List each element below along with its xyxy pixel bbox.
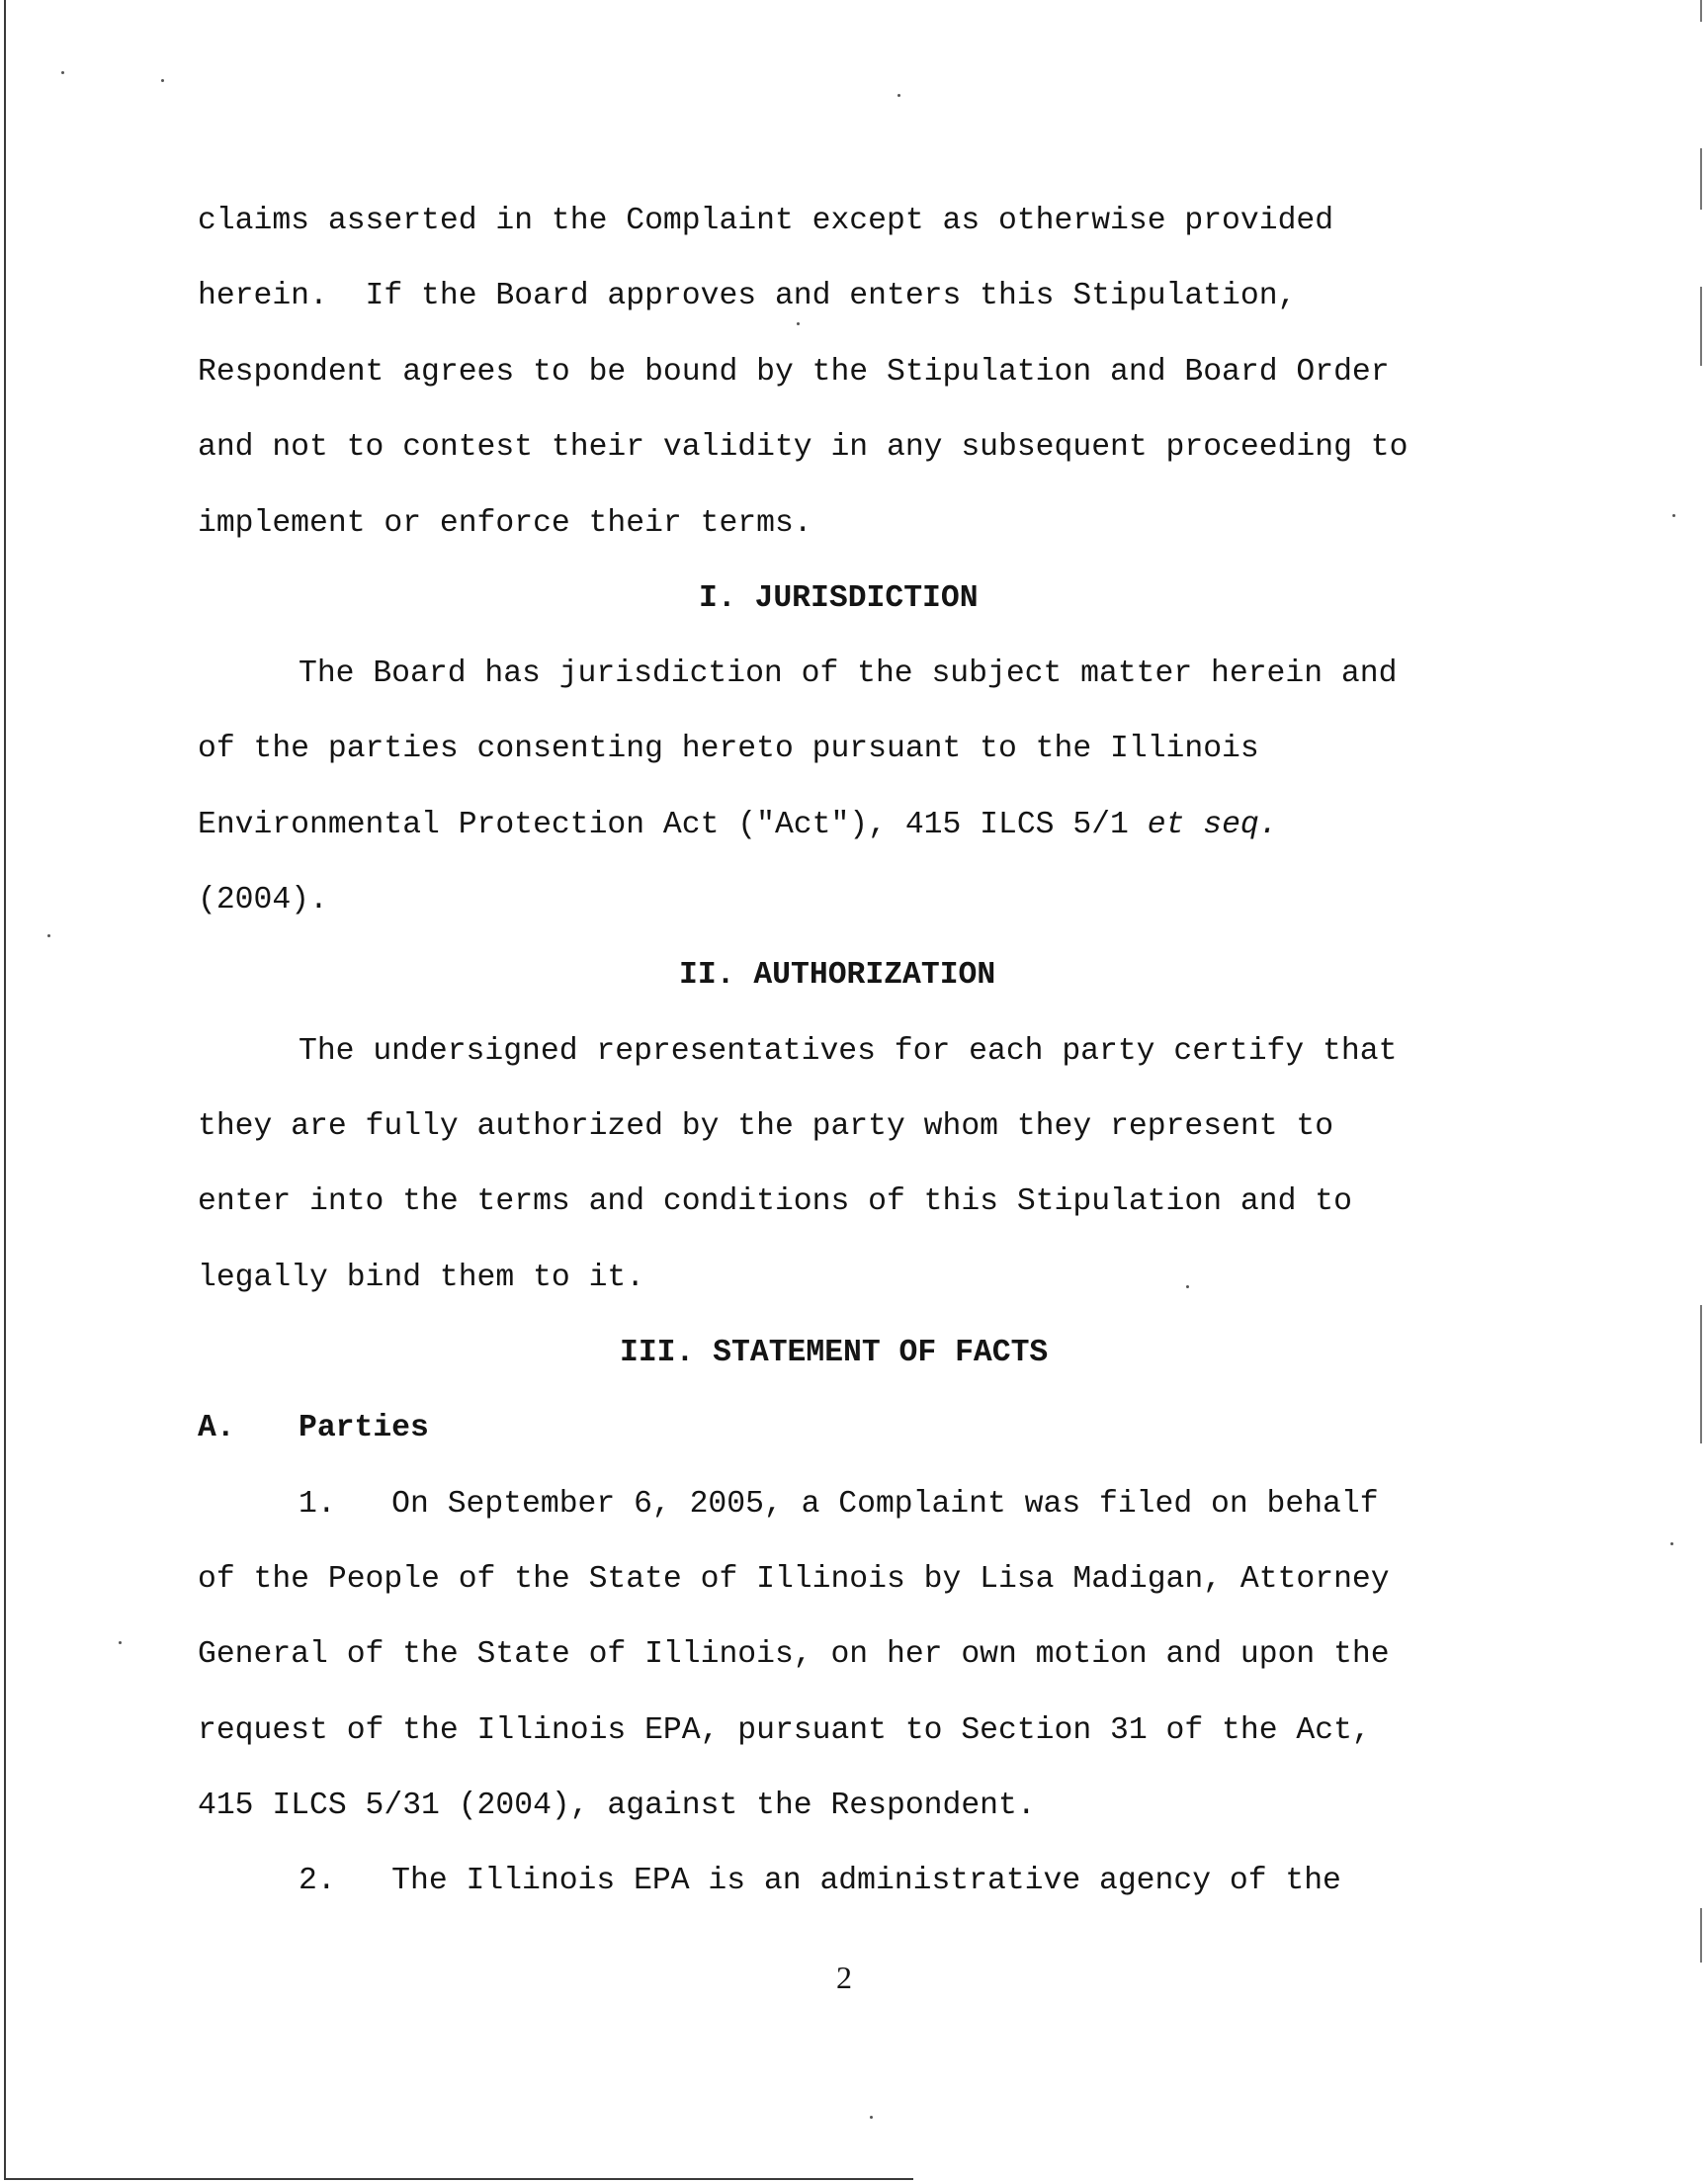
opening-paragraph-line: and not to contest their validity in any subsequent proceeding to [198,430,1409,465]
scan-speck [897,94,900,97]
scan-border-bottom [4,2178,913,2180]
scan-mark-right [1700,148,1702,210]
section-heading-statement-of-facts: III. STATEMENT OF FACTS [620,1336,1049,1370]
scan-speck [1186,1285,1189,1288]
scan-speck [1670,1542,1673,1545]
act-citation-text: Environmental Protection Act ("Act"), 415 ILCS 5/1 [198,808,1148,842]
scan-speck [47,934,50,937]
scan-speck [1672,514,1675,517]
fact-item-1-line: General of the State of Illinois, on her own motion and upon the [198,1637,1390,1672]
scan-mark-right [1700,0,1702,22]
fact-item-1-line: 415 ILCS 5/31 (2004), against the Respondent. [198,1789,1036,1823]
scan-speck [119,1641,122,1644]
authorization-paragraph-line: enter into the terms and conditions of this Stipulation and to [198,1184,1352,1219]
section-heading-authorization: II. AUTHORIZATION [679,958,996,993]
scan-speck [870,2116,873,2119]
opening-paragraph-line: implement or enforce their terms. [198,506,812,541]
scan-mark-right [1700,1305,1702,1443]
fact-item-1-line: of the People of the State of Illinois by Lisa Madigan, Attorney [198,1562,1390,1597]
scan-speck [61,71,64,74]
page-number: 2 [836,1960,852,1995]
section-heading-jurisdiction: I. JURISDICTION [699,581,979,616]
scan-speck [161,79,164,82]
opening-paragraph-line: Respondent agrees to be bound by the Stipulation and Board Order [198,355,1390,390]
authorization-paragraph-line: they are fully authorized by the party whom they represent to [198,1109,1334,1144]
fact-item-1-line: 1. On September 6, 2005, a Complaint was filed on behalf [299,1487,1379,1522]
opening-paragraph-line: claims asserted in the Complaint except as otherwise provided [198,204,1334,238]
authorization-paragraph-line: The undersigned representatives for each party certify that [299,1034,1398,1069]
jurisdiction-paragraph-line: The Board has jurisdiction of the subject matter herein and [299,656,1398,691]
jurisdiction-paragraph-line: of the parties consenting hereto pursuant to the Illinois [198,732,1259,766]
jurisdiction-act-line [198,806,1278,845]
authorization-paragraph-line: legally bind them to it. [198,1261,645,1295]
scan-mark-right [1700,287,1702,366]
subsection-title-parties: Parties [299,1411,429,1445]
opening-paragraph-line: herein. If the Board approves and enters this Stipulation, [198,279,1297,313]
scan-border-left [4,0,6,2180]
subsection-label: A. [198,1411,235,1445]
scan-speck [797,322,800,325]
jurisdiction-year-line: (2004). [198,883,328,917]
fact-item-1-line: request of the Illinois EPA, pursuant to Section 31 of the Act, [198,1713,1371,1748]
et-seq-italic: et seq. [1147,808,1278,842]
fact-item-2-line: 2. The Illinois EPA is an administrative agency of the [299,1864,1341,1898]
scan-mark-right [1700,1908,1702,1963]
